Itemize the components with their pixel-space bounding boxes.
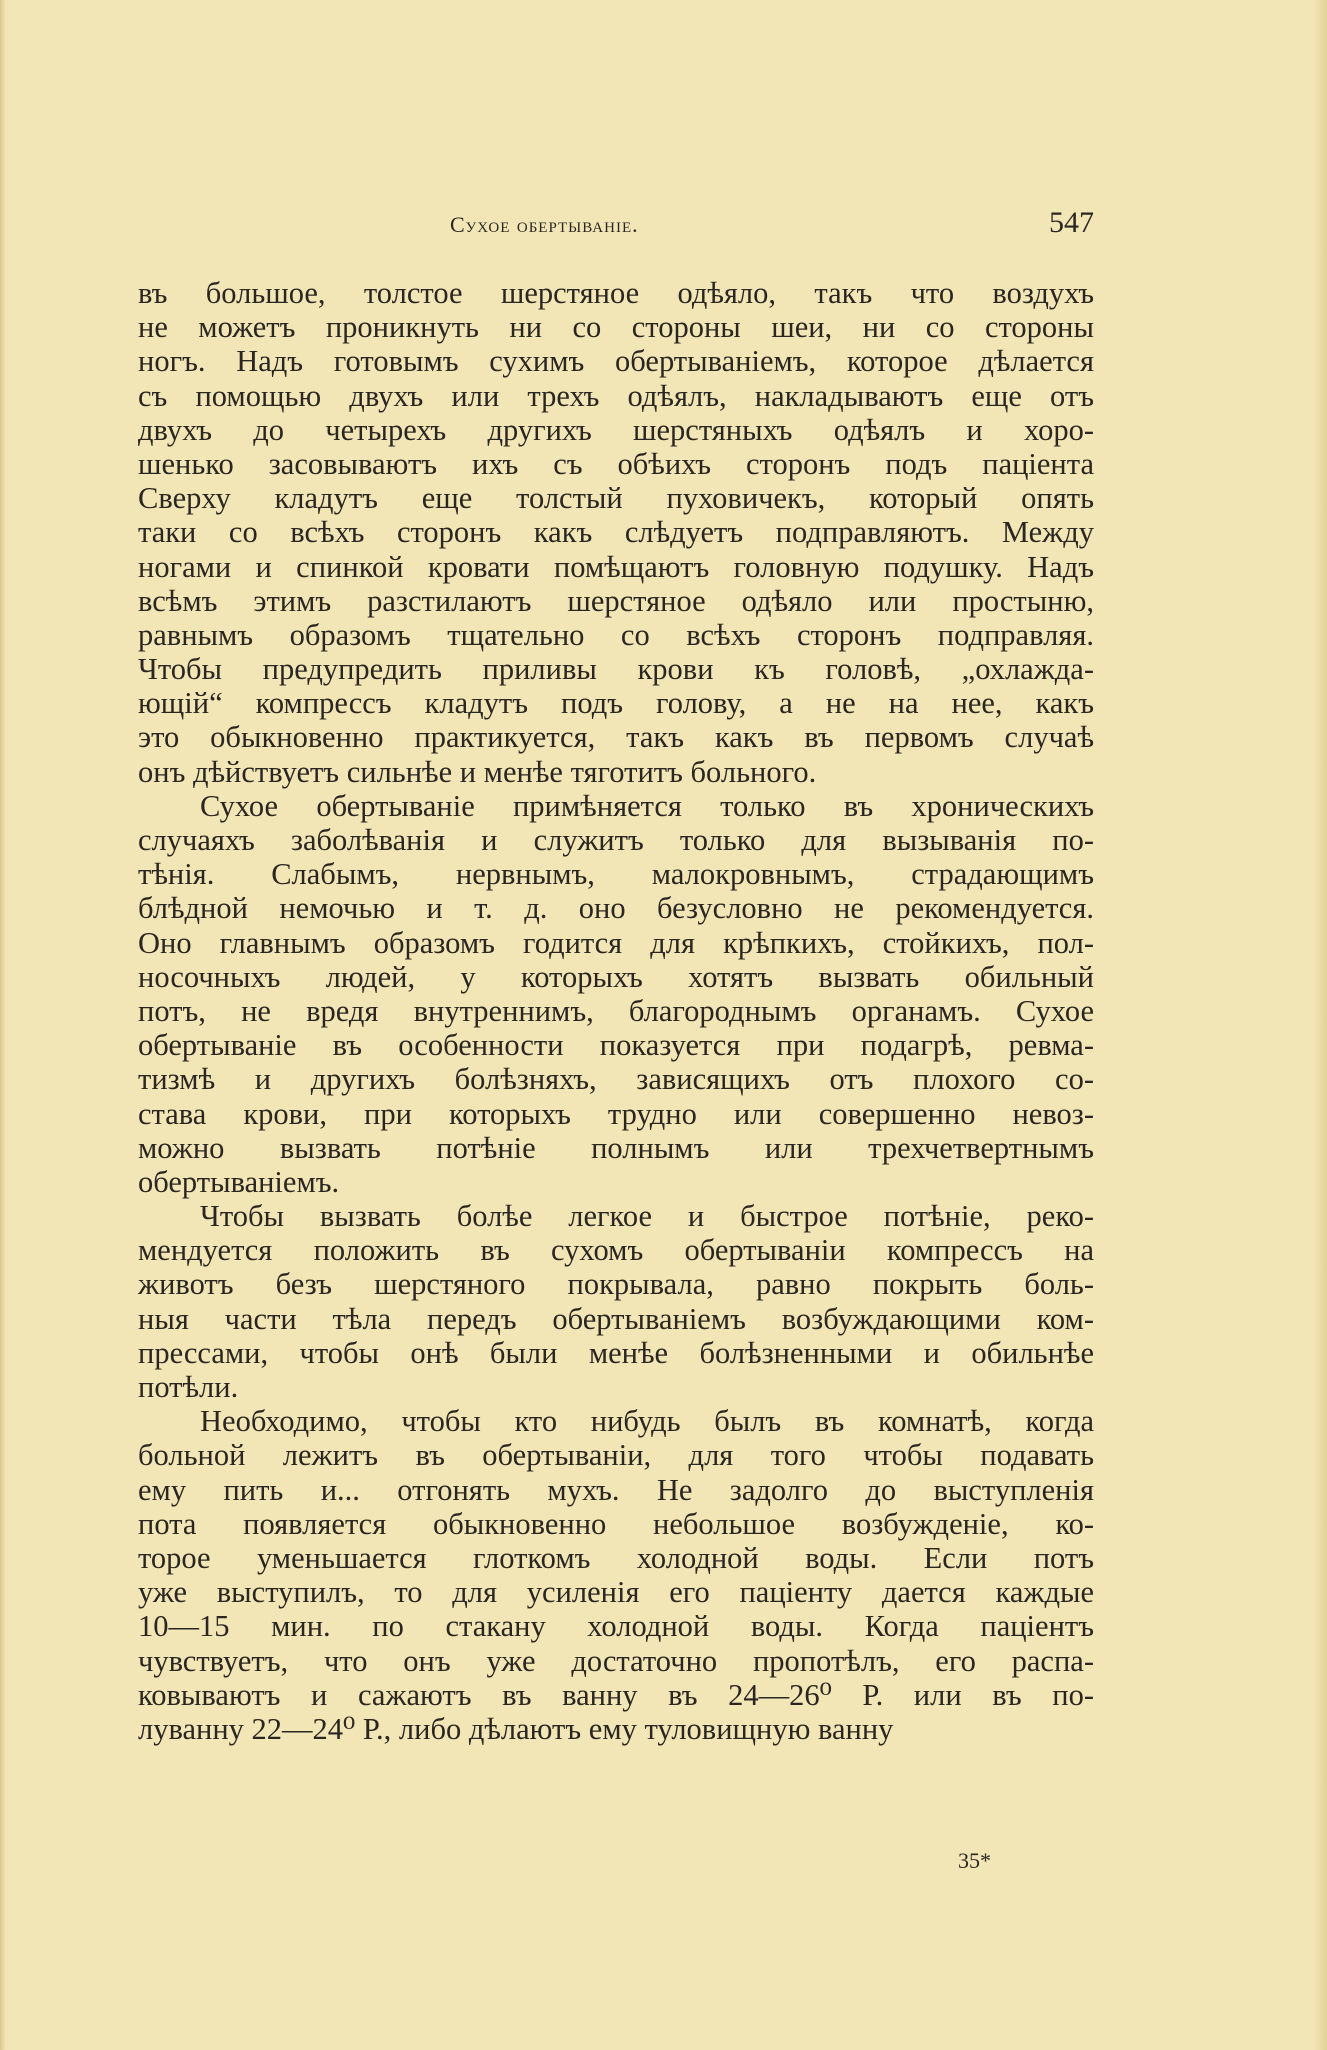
text-line: ковываютъ и сажаютъ въ ванну въ 24—26⁰ Р. или въ по- <box>138 1677 1094 1712</box>
page-edge-right <box>1313 0 1327 2050</box>
text-line: луванну 22—24⁰ Р., либо дѣлаютъ ему туловищную ванну <box>138 1711 894 1746</box>
page-number: 547 <box>1049 206 1094 239</box>
text-line: таки со всѣхъ сторонъ какъ слѣдуетъ подправляютъ. Между <box>138 515 1094 550</box>
page-edge-left <box>0 0 6 2050</box>
text-line: 10—15 мин. по стакану холодной воды. Когда паціентъ <box>138 1609 1094 1644</box>
text-line: ющій“ компрессъ кладутъ подъ голову, а не на нее, какъ <box>138 686 1094 721</box>
text-line: всѣмъ этимъ разстилаютъ шерстяное одѣяло или простыню, <box>138 583 1094 618</box>
text-line: Сверху кладутъ еще толстый пуховичекъ, который опять <box>138 481 1094 516</box>
text-line: Сухое обертываніе примѣняется только въ хроническихъ <box>200 788 1094 823</box>
text-line: это обыкновенно практикуется, такъ какъ въ первомъ случаѣ <box>138 720 1094 755</box>
text-line: обертываніе въ особенности показуется при подагрѣ, ревма- <box>138 1028 1094 1063</box>
text-line: мендуется положить въ сухомъ обертываніи компрессъ на <box>138 1233 1094 1268</box>
text-line: блѣдной немочью и т. д. оно безусловно не рекомендуется. <box>138 891 1094 926</box>
text-line: Чтобы предупредить приливы крови къ головѣ, „охлажда- <box>138 652 1094 687</box>
text-line: можно вызвать потѣніе полнымъ или трехчетвертнымъ <box>138 1130 1094 1165</box>
text-line: больной лежитъ въ обертываніи, для того чтобы подавать <box>138 1438 1094 1473</box>
text-line: тизмѣ и другихъ болѣзняхъ, зависящихъ отъ плохого со- <box>138 1062 1094 1097</box>
text-line: Чтобы вызвать болѣе легкое и быстрое потѣніе, реко- <box>200 1199 1094 1234</box>
text-line: случаяхъ заболѣванія и служитъ только для вызыванія по- <box>138 823 1094 857</box>
text-line: потѣли. <box>138 1370 239 1404</box>
paragraph <box>138 1404 1094 1746</box>
paragraph <box>138 789 1094 1199</box>
text-line: носочныхъ людей, у которыхъ хотятъ вызвать обильный <box>138 959 1094 994</box>
text-line: торое уменьшается глоткомъ холодной воды. Если потъ <box>138 1540 1094 1575</box>
text-line: Необходимо, чтобы кто нибудь былъ въ комнатѣ, когда <box>200 1404 1094 1439</box>
text-line: онъ дѣйствуетъ сильнѣе и менѣе тяготитъ больного. <box>138 754 817 789</box>
text-line: ему пить и... отгонять мухъ. Не задолго до выступленія <box>138 1472 1094 1507</box>
signature-mark: 35* <box>958 1848 991 1873</box>
text-line: ныя части тѣла передъ обертываніемъ возбуждающими ком- <box>138 1301 1094 1336</box>
page-header <box>138 204 1094 244</box>
text-line: шенько засовываютъ ихъ съ обѣихъ сторонъ подъ паціента <box>138 446 1094 481</box>
text-line: обертываніемъ. <box>138 1164 340 1199</box>
text-line: двухъ до четырехъ другихъ шерстяныхъ одѣялъ и хоро- <box>138 412 1094 447</box>
paragraph <box>138 276 1094 789</box>
text-line: не можетъ проникнуть ни со стороны шеи, ни со стороны <box>138 310 1094 345</box>
text-line: потъ, не вредя внутреннимъ, благороднымъ органамъ. Сухое <box>138 993 1094 1028</box>
text-line: въ большое, толстое шерстяное одѣяло, такъ что воздухъ <box>138 276 1094 310</box>
paragraph <box>138 1199 1094 1404</box>
text-line: става крови, при которыхъ трудно или совершенно невоз- <box>138 1096 1094 1131</box>
text-line: пота появляется обыкновенно небольшое возбужденіе, ко- <box>138 1506 1094 1541</box>
running-title: Сухое обертываніе. <box>450 212 639 237</box>
text-line: равнымъ образомъ тщательно со всѣхъ сторонъ подправляя. <box>138 617 1094 652</box>
text-line: прессами, чтобы онѣ были менѣе болѣзненными и обильнѣе <box>138 1335 1094 1370</box>
text-body <box>138 276 1094 1746</box>
text-line: ногъ. Надъ готовымъ сухимъ обертываніемъ, которое дѣлается <box>138 344 1094 379</box>
text-line: чувствуетъ, что онъ уже достаточно пропотѣлъ, его распа- <box>138 1643 1094 1678</box>
text-line: съ помощью двухъ или трехъ одѣялъ, накладываютъ еще отъ <box>138 378 1094 413</box>
text-line: уже выступилъ, то для усиленія его паціенту дается каждые <box>138 1575 1094 1610</box>
text-line: Оно главнымъ образомъ годится для крѣпкихъ, стойкихъ, пол- <box>138 925 1094 960</box>
text-line: тѣнія. Слабымъ, нервнымъ, малокровнымъ, страдающимъ <box>138 857 1094 892</box>
text-line: животъ безъ шерстяного покрывала, равно покрыть боль- <box>138 1267 1094 1302</box>
text-line: ногами и спинкой кровати помѣщаютъ головную подушку. Надъ <box>138 549 1094 584</box>
